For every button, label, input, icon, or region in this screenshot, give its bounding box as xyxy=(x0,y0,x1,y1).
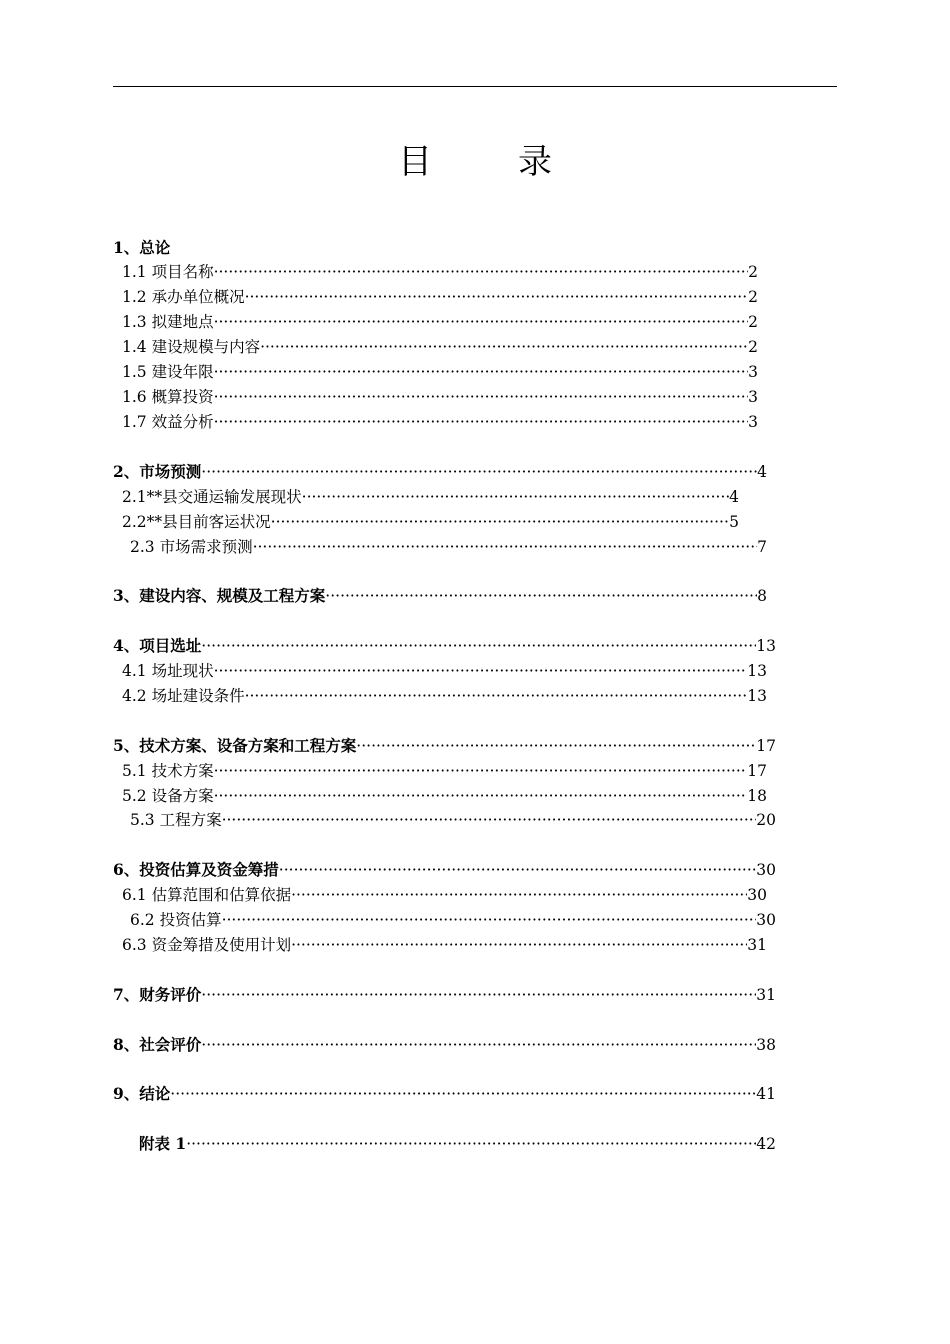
header-rule xyxy=(113,86,837,87)
toc-section-entry[interactable] xyxy=(113,460,767,484)
toc-leader xyxy=(214,759,748,783)
toc-entry[interactable] xyxy=(122,684,767,708)
toc-leader xyxy=(201,634,756,658)
toc-entry[interactable] xyxy=(122,385,758,409)
toc-leader xyxy=(279,858,756,882)
toc-entry-page: 7 xyxy=(757,538,767,556)
toc-entry-label: 8、社会评价 xyxy=(113,1035,202,1054)
toc-entry[interactable] xyxy=(122,360,758,384)
toc-section-heading: 1、总论 xyxy=(113,238,171,257)
toc-leader xyxy=(201,460,757,484)
toc-entry[interactable] xyxy=(122,310,758,334)
toc-entry-label: 2.3 市场需求预测 xyxy=(130,538,253,556)
toc-leader xyxy=(201,1033,756,1057)
toc-entry[interactable] xyxy=(122,510,739,534)
toc-entry-label: 1.7 效益分析 xyxy=(122,413,214,431)
toc-leader xyxy=(186,1132,756,1156)
toc-leader xyxy=(253,535,758,559)
toc-entry-label: 6、投资估算及资金筹措 xyxy=(113,860,279,879)
toc-section-entry[interactable] xyxy=(113,584,767,608)
toc-entry[interactable] xyxy=(122,659,767,683)
toc-entry-page: 3 xyxy=(748,363,758,381)
toc-entry-page: 41 xyxy=(756,1085,776,1103)
toc-section-entry[interactable] xyxy=(113,858,776,882)
toc-entry-page: 3 xyxy=(748,413,758,431)
toc-section-entry[interactable] xyxy=(113,1033,776,1057)
toc-entry-label: 2、市场预测 xyxy=(113,462,202,481)
toc-entry-label: 1.2 承办单位概况 xyxy=(122,288,245,306)
toc-section-entry[interactable] xyxy=(113,734,776,758)
toc-entry-label: 9、结论 xyxy=(113,1084,171,1103)
toc-entry-label: 3、建设内容、规模及工程方案 xyxy=(113,586,326,605)
toc-entry-label: 1.5 建设年限 xyxy=(122,363,214,381)
toc-entry-page: 2 xyxy=(748,263,758,281)
toc-entry-page: 13 xyxy=(747,687,767,705)
toc-entry-page: 31 xyxy=(747,936,767,954)
toc-entry[interactable] xyxy=(122,759,767,783)
toc-entry[interactable] xyxy=(122,883,767,907)
toc-entry[interactable] xyxy=(122,784,767,808)
toc-section-entry[interactable] xyxy=(113,634,776,658)
toc-entry-page: 17 xyxy=(756,737,776,755)
toc-leader xyxy=(245,285,749,309)
toc-leader xyxy=(214,260,749,284)
toc-leader xyxy=(214,784,748,808)
toc-entry-label: 5.2 设备方案 xyxy=(122,787,214,805)
toc-entry-label: 6.1 估算范围和估算依据 xyxy=(122,886,292,904)
toc-entry-page: 8 xyxy=(757,587,767,605)
toc-entry[interactable] xyxy=(122,410,758,434)
toc-entry-label: 1.1 项目名称 xyxy=(122,263,214,281)
toc-leader xyxy=(302,485,729,509)
toc-entry-label: 2.1**县交通运输发展现状 xyxy=(122,488,302,506)
toc-entry-label: 6.2 投资估算 xyxy=(130,911,222,929)
toc-entry[interactable] xyxy=(122,933,767,957)
toc-entry-label: 7、财务评价 xyxy=(113,985,202,1004)
toc-section-entry[interactable] xyxy=(113,983,776,1007)
toc-entry-page: 2 xyxy=(748,288,758,306)
toc-leader xyxy=(356,734,756,758)
toc-entry-label: 2.2**县目前客运状况 xyxy=(122,513,271,531)
toc-entry-page: 5 xyxy=(729,513,739,531)
toc-leader xyxy=(201,983,756,1007)
toc-leader xyxy=(214,385,749,409)
toc-leader xyxy=(325,584,757,608)
toc-leader xyxy=(260,335,748,359)
toc-section-entry[interactable] xyxy=(113,1082,776,1106)
toc-entry-page: 17 xyxy=(747,762,767,780)
toc-entry-label: 附表 1 xyxy=(139,1134,187,1153)
toc-entry-label: 4.1 场址现状 xyxy=(122,662,214,680)
toc-entry[interactable] xyxy=(122,285,758,309)
toc-entry-page: 13 xyxy=(747,662,767,680)
toc-entry[interactable] xyxy=(130,808,776,832)
toc-leader xyxy=(291,883,747,907)
toc-entry[interactable] xyxy=(130,908,776,932)
toc-entry-label: 1.3 拟建地点 xyxy=(122,313,214,331)
toc-entry-page: 18 xyxy=(747,787,767,805)
toc-entry-page: 20 xyxy=(756,811,776,829)
toc-entry-label: 6.3 资金筹措及使用计划 xyxy=(122,936,292,954)
toc-entry-page: 3 xyxy=(748,388,758,406)
page-title: 目录 xyxy=(398,142,638,182)
toc-entry-page: 42 xyxy=(756,1135,776,1153)
toc-entry-page: 38 xyxy=(756,1036,776,1054)
toc-leader xyxy=(214,360,749,384)
toc-leader xyxy=(214,310,749,334)
toc-entry-page: 30 xyxy=(756,861,776,879)
toc-leader xyxy=(291,933,747,957)
toc-entry-page: 30 xyxy=(747,886,767,904)
toc-leader xyxy=(214,410,749,434)
toc-appendix-entry[interactable] xyxy=(139,1132,776,1156)
toc-entry-label: 1.4 建设规模与内容 xyxy=(122,338,261,356)
toc-entry-label: 1.6 概算投资 xyxy=(122,388,214,406)
toc-entry[interactable] xyxy=(130,535,767,559)
toc-entry-page: 2 xyxy=(748,338,758,356)
toc-entry-label: 5.1 技术方案 xyxy=(122,762,214,780)
toc-leader xyxy=(271,510,729,534)
toc-entry[interactable] xyxy=(122,485,739,509)
toc-entry-page: 13 xyxy=(756,637,776,655)
toc-entry-label: 5、技术方案、设备方案和工程方案 xyxy=(113,736,357,755)
toc-entry-label: 4、项目选址 xyxy=(113,636,202,655)
toc-leader xyxy=(222,808,757,832)
toc-leader xyxy=(222,908,757,932)
toc-entry[interactable] xyxy=(122,260,758,284)
toc-leader xyxy=(214,659,748,683)
toc-entry-page: 4 xyxy=(757,463,767,481)
toc-entry-label: 4.2 场址建设条件 xyxy=(122,687,245,705)
toc-entry-page: 4 xyxy=(729,488,739,506)
toc-leader xyxy=(170,1082,756,1106)
toc-entry[interactable] xyxy=(122,335,758,359)
toc-leader xyxy=(245,684,748,708)
toc-entry-page: 2 xyxy=(748,313,758,331)
toc-entry-label: 5.3 工程方案 xyxy=(130,811,222,829)
toc-entry-page: 31 xyxy=(756,986,776,1004)
toc-entry-page: 30 xyxy=(756,911,776,929)
